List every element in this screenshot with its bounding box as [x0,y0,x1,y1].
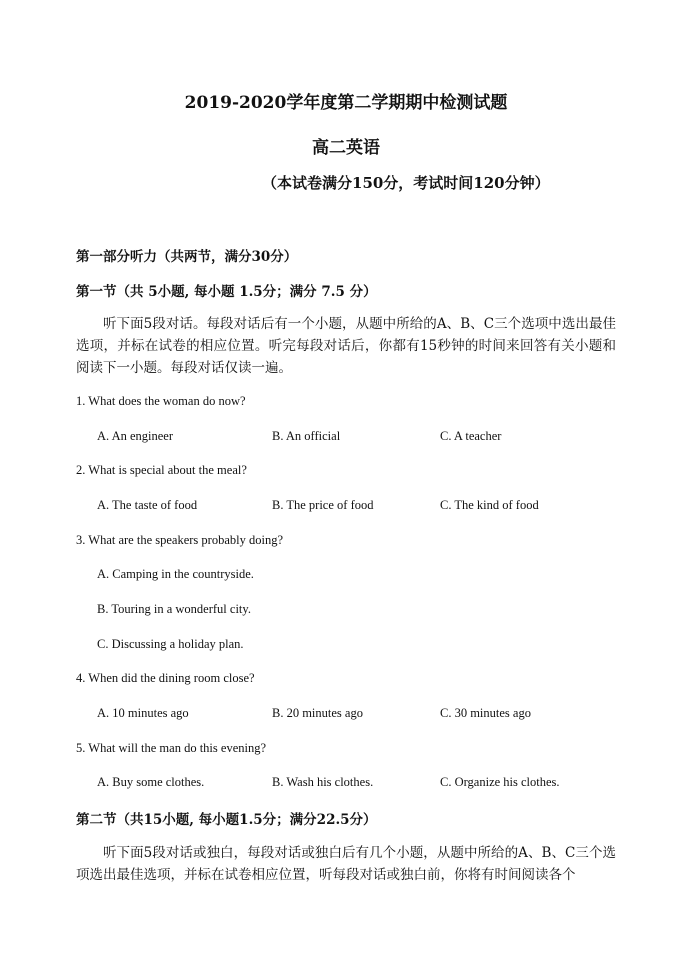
section2-heading: 第二节（共15小题, 每小题1.5分；满分22.5分） [76,812,377,828]
section1-instructions: 听下面5段对话。每段对话后有一个小题，从题中所给的A、B、C三个选项中选出最佳选项，并标在试卷的相应位置。听完每段对话后，你都有15秒钟的时间来回答有关小题和阅读下一小题。每段对话仅读一遍。 [76,316,616,376]
question-5-option-b: B. Wash his clothes. [272,775,374,789]
question-1-option-a: A. An engineer [97,429,174,443]
section2-instructions: 听下面5段对话或独白，每段对话或独白后有几个小题，从题中所给的A、B、C三个选项选出最佳选项，并标在试卷相应位置，听每段对话或独白前，你将有时间阅读各个 [76,845,616,883]
question-2-option-a: A. The taste of food [97,498,198,512]
question-4-option-a: A. 10 minutes ago [97,706,189,720]
question-3-option-c: C. Discussing a holiday plan. [97,637,244,651]
question-5-option-c: C. Organize his clothes. [440,775,560,789]
part1-heading: 第一部分听力（共两节，满分30分） [76,249,298,265]
question-1: 1. What does the woman do now? [76,394,246,408]
exam-title: 2019-2020学年度第二学期期中检测试题 [184,93,508,113]
question-5-option-a: A. Buy some clothes. [97,775,205,789]
question-4: 4. When did the dining room close? [76,671,255,685]
question-3: 3. What are the speakers probably doing? [76,533,283,547]
question-1-option-c: C. A teacher [440,429,502,443]
question-1-option-b: B. An official [272,429,341,443]
question-2: 2. What is special about the meal? [76,463,247,477]
question-5: 5. What will the man do this evening? [76,741,267,755]
question-2-option-b: B. The price of food [272,498,374,512]
exam-note: （本试卷满分150分，考试时间120分钟） [262,174,550,192]
question-2-option-c: C. The kind of food [440,498,539,512]
question-3-option-b: B. Touring in a wonderful city. [97,602,251,616]
question-4-option-b: B. 20 minutes ago [272,706,363,720]
exam-subject: 高二英语 [312,138,380,158]
section1-heading: 第一节（共 5小题, 每小题 1.5分；满分 7.5 分） [76,284,377,300]
question-3-option-a: A. Camping in the countryside. [97,567,254,581]
question-4-option-c: C. 30 minutes ago [440,706,531,720]
